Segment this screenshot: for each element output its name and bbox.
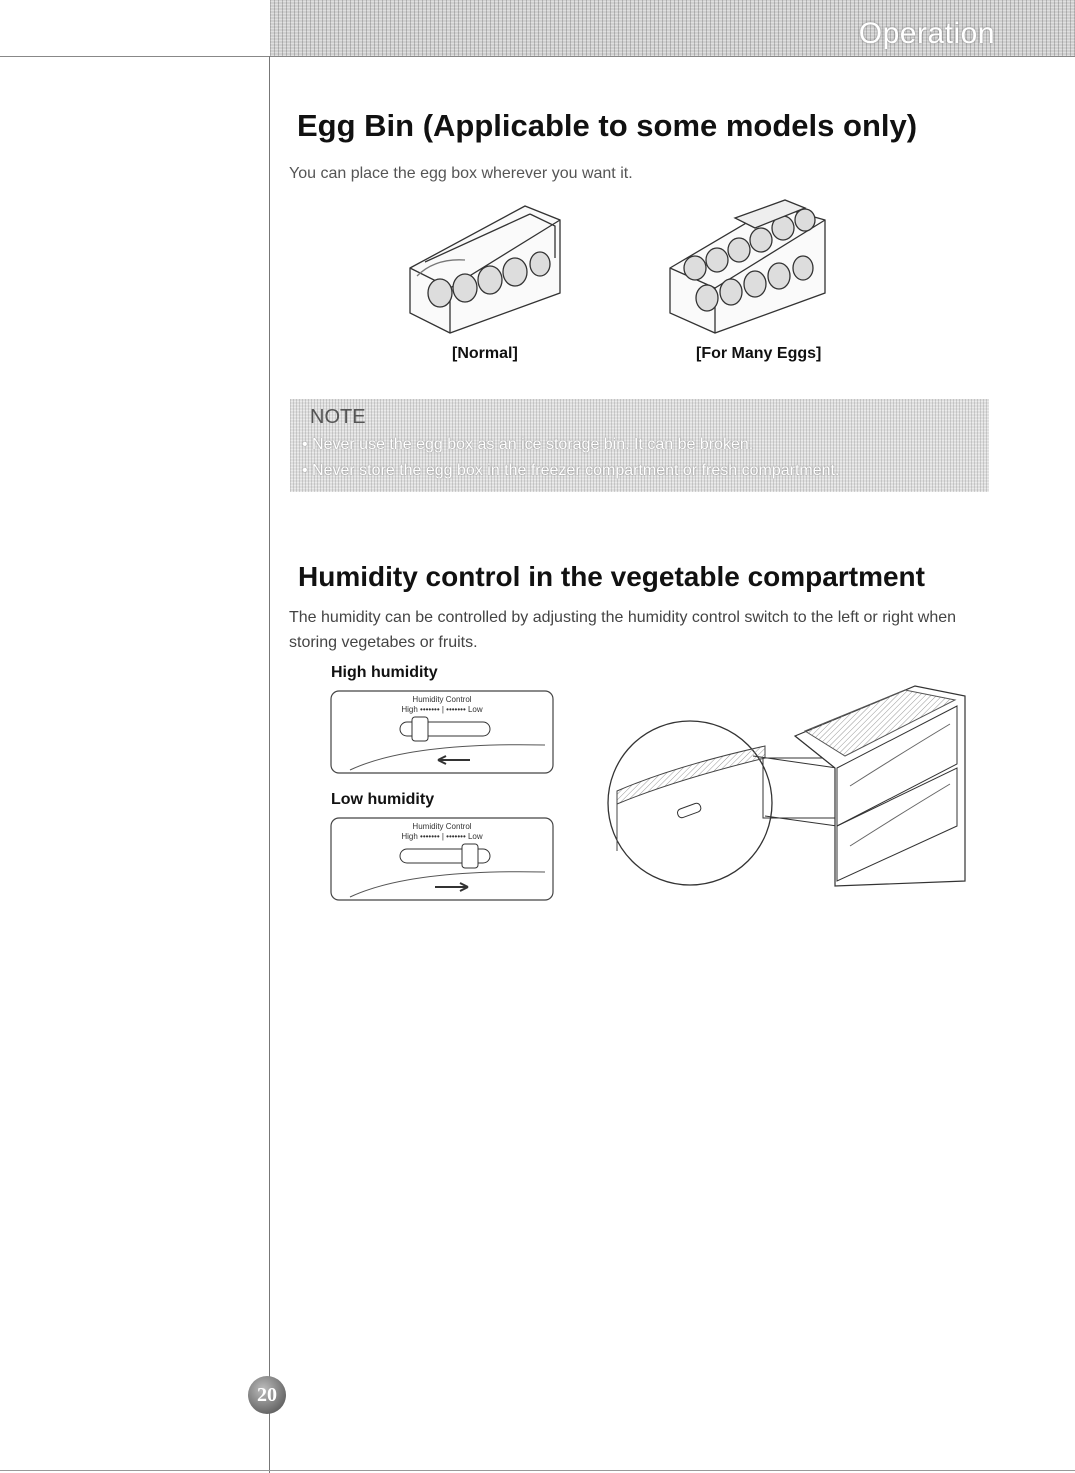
- header-band: [270, 0, 1075, 56]
- note-item: • Never store the egg box in the freezer compartment or fresh compartment.: [302, 462, 840, 479]
- magnifier-circle: [608, 721, 772, 885]
- control-scale: High ••••••• | ••••••• Low: [401, 705, 483, 714]
- humidity-heading: Humidity control in the vegetable compartment: [298, 561, 925, 592]
- note-title: NOTE: [310, 406, 366, 428]
- high-humidity-control-panel: [330, 690, 554, 774]
- humidity-intro: The humidity can be controlled by adjusting the humidity control switch to the left or right when storing vegetabes or fruits.: [289, 609, 957, 651]
- egg-box-normal-illustration: [410, 206, 560, 333]
- egg-box-many-caption: [For Many Eggs]: [696, 345, 822, 362]
- bottom-divider: [0, 1470, 1075, 1471]
- egg-box-normal-caption: [Normal]: [452, 345, 518, 362]
- vegetable-drawer-illustration: [605, 676, 975, 901]
- egg-bin-illustrations: [395, 198, 845, 338]
- slider-knob: [462, 844, 478, 868]
- left-margin-rule: [269, 56, 270, 1473]
- egg-bin-heading: Egg Bin (Applicable to some models only): [297, 108, 918, 143]
- high-humidity-label: High humidity: [331, 664, 438, 681]
- section-title: Operation: [858, 17, 995, 50]
- control-scale: High ••••••• | ••••••• Low: [401, 832, 483, 841]
- page-number-badge: 20: [248, 1376, 286, 1414]
- note-item: • Never use the egg box as an ice storage bin. It can be broken.: [302, 436, 754, 453]
- top-divider: [0, 56, 1075, 57]
- control-caption: Humidity Control: [412, 695, 472, 704]
- low-humidity-label: Low humidity: [331, 791, 435, 808]
- slider-knob: [412, 717, 428, 741]
- control-caption: Humidity Control: [412, 822, 472, 831]
- low-humidity-control-panel: [330, 817, 554, 901]
- egg-box-many-illustration: [670, 200, 825, 333]
- note-box: [290, 399, 989, 492]
- egg-bin-intro: You can place the egg box wherever you want it.: [289, 165, 633, 182]
